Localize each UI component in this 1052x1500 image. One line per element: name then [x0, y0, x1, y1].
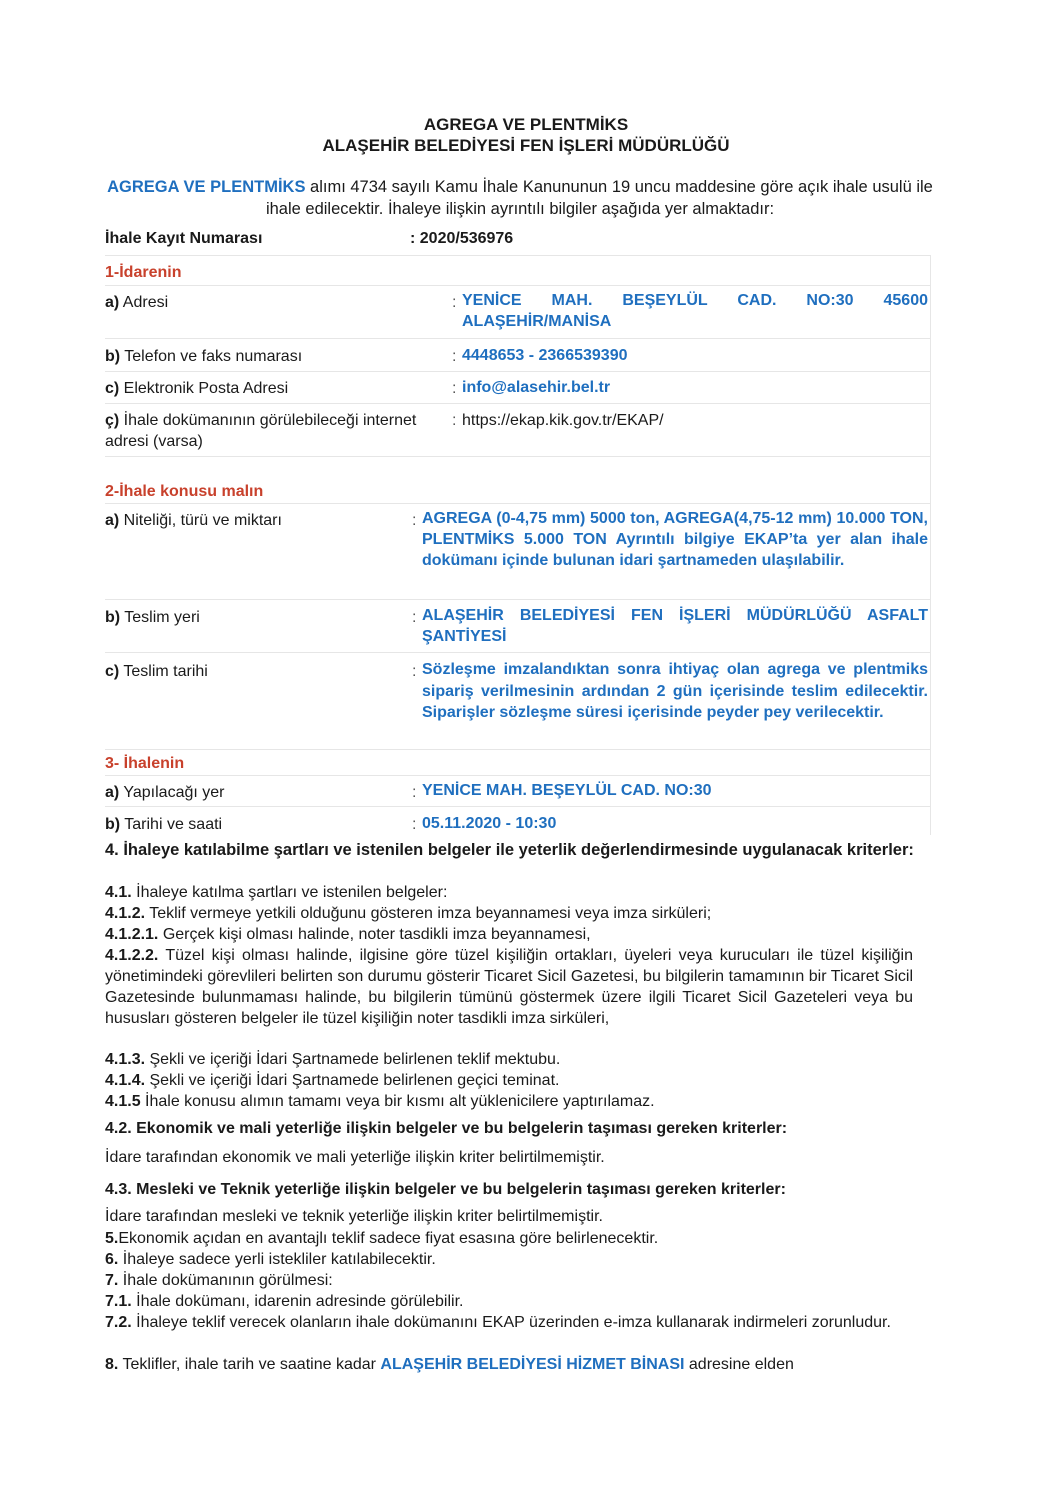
item-4-1-3: 4.1.3. Şekli ve içeriği İdari Şartnamede belirlenen teklif mektubu.	[105, 1051, 561, 1068]
item-7: 7. İhale dokümanının görülmesi:	[105, 1272, 333, 1289]
row-label: İhale dokümanının görülebileceği internet adresi (varsa)	[105, 412, 417, 450]
colon: :	[452, 294, 457, 311]
section2-row-delivery-place-value: ALAŞEHİR BELEDİYESİ FEN İŞLERİ MÜDÜRLÜĞÜ ASFALT ŞANTİYESİ	[422, 607, 928, 645]
row-key: b)	[105, 348, 121, 365]
colon: :	[412, 609, 417, 626]
divider	[105, 806, 931, 807]
divider	[105, 775, 931, 776]
row-label: Teslim tarihi	[119, 663, 208, 680]
section3-row-place-value: YENİCE MAH. BEŞEYLÜL CAD. NO:30	[422, 782, 712, 799]
item-4-1-4: 4.1.4. Şekli ve içeriği İdari Şartnamede belirlenen geçici teminat.	[105, 1072, 560, 1089]
section2-row-quality-value: AGREGA (0-4,75 mm) 5000 ton, AGREGA(4,75-12 mm) 10.000 TON, PLENTMİKS 5.000 TON Ayrıntılı bilgiye EKAP’ta yer alan ihale dokümanı içinde bulunan idari şartnameden ulaşılabilir.	[422, 510, 928, 569]
colon: :	[412, 816, 417, 833]
registry-value: : 2020/536976	[410, 230, 514, 247]
section1-row-email-label	[105, 378, 405, 399]
row-key: ç)	[105, 412, 120, 429]
registry-label: İhale Kayıt Numarası	[105, 230, 263, 247]
section3-title: 3- İhalenin	[105, 755, 185, 772]
divider	[105, 338, 931, 339]
item-4-1: 4.1. İhaleye katılma şartları ve istenilen belgeler:	[105, 884, 448, 901]
colon: :	[452, 348, 457, 365]
divider	[105, 652, 931, 653]
item-7-1: 7.1. İhale dokümanı, idarenin adresinde görülebilir.	[105, 1293, 464, 1310]
item-8-place: ALAŞEHİR BELEDİYESİ HİZMET BİNASI	[380, 1356, 685, 1373]
row-label: Teslim yeri	[120, 609, 200, 626]
divider	[105, 255, 931, 256]
section1-row-email-value: info@alasehir.bel.tr	[462, 379, 611, 396]
item-4-2-heading: 4.2. Ekonomik ve mali yeterliğe ilişkin belgeler ve bu belgelerin taşıması gereken kriterler:	[105, 1120, 788, 1137]
row-label: Yapılacağı yer	[119, 784, 225, 801]
colon: :	[452, 412, 457, 429]
section2-row-delivery-place-label	[105, 607, 405, 628]
item-4-3-text: İdare tarafından mesleki ve teknik yeterliğe ilişkin kriter belirtilmemiştir.	[105, 1208, 603, 1225]
item-4-1-2-1: 4.1.2.1. Gerçek kişi olması halinde, noter tasdikli imza beyannamesi,	[105, 926, 591, 943]
row-label: Telefon ve faks numarası	[120, 348, 303, 365]
section1-row-address-label	[105, 292, 405, 313]
section1-row-phone-value: 4448653 - 2366539390	[462, 347, 628, 364]
section2-row-delivery-date-value: Sözleşme imzalandıktan sonra ihtiyaç olan agrega ve plentmiks sipariş verilmesinin ardından 2 gün içerisinde teslim edilecektir. Siparişler sözleşme süresi içerisinde peyder pey verilecektir.	[422, 661, 928, 721]
table-border	[930, 255, 931, 835]
divider	[105, 503, 931, 504]
row-key: a)	[105, 512, 120, 529]
item-6: 6. İhaleye sadece yerli istekliler katılabilecektir.	[105, 1251, 436, 1268]
intro-paragraph	[105, 176, 935, 220]
row-key: a)	[105, 784, 120, 801]
row-key: a)	[105, 294, 120, 311]
divider	[105, 285, 931, 286]
item-4-1-2: 4.1.2. Teklif vermeye yetkili olduğunu gösteren imza beyannamesi veya imza sirküleri;	[105, 905, 712, 922]
section3-row-datetime-value: 05.11.2020 - 10:30	[422, 815, 557, 832]
section2-row-quality-label	[105, 510, 405, 531]
section1-title: 1-İdarenin	[105, 264, 182, 281]
item-8: 8. Teklifler, ihale tarih ve saatine kadar ALAŞEHİR BELEDİYESİ HİZMET BİNASI adresine elden	[105, 1356, 794, 1373]
document-title-line1: AGREGA VE PLENTMİKS	[423, 115, 629, 134]
divider	[105, 599, 931, 600]
item-4-2-text: İdare tarafından ekonomik ve mali yeterliğe ilişkin kriter belirtilmemiştir.	[105, 1149, 605, 1166]
row-label: Adresi	[119, 294, 169, 311]
divider	[105, 749, 931, 750]
row-key: b)	[105, 609, 121, 626]
row-label: Niteliği, türü ve miktarı	[119, 512, 282, 529]
section1-row-phone-label	[105, 346, 405, 367]
section1-row-website-value: https://ekap.kik.gov.tr/EKAP/	[462, 412, 664, 429]
item-4-1-2-2: 4.1.2.2. Tüzel kişi olması halinde, ilgisine göre tüzel kişiliğin ortakları, üyeleri veya kurucuları ile tüzel kişiliğin yönetimindeki görevlileri belirten son durumu gösterir Ticaret Sicil Gazetesi, bu bilgilerin tamamının bir Ticaret Sicil Gazetesinde bulunmaması halinde, bu bilgilerin tümünü göstermek üzere ilgili Ticaret Sicil Gazeteleri veya bu hususları gösteren belgeler ile tüzel kişiliğin noter tasdikli imza sirküleri,	[105, 947, 913, 1027]
section2-title: 2-İhale konusu malın	[105, 483, 264, 500]
colon: :	[412, 663, 417, 680]
item-5: 5.Ekonomik açıdan en avantajlı teklif sadece fiyat esasına göre belirlenecektir.	[105, 1230, 659, 1247]
row-label: Elektronik Posta Adresi	[119, 380, 289, 397]
row-key: c)	[105, 663, 120, 680]
item-4-1-5: 4.1.5 İhale konusu alımın tamamı veya bir kısmı alt yüklenicilere yaptırılamaz.	[105, 1093, 655, 1110]
row-key: b)	[105, 816, 121, 833]
row-label: Tarihi ve saati	[120, 816, 223, 833]
intro-subject: AGREGA VE PLENTMİKS	[107, 178, 306, 196]
document-title-line2: ALAŞEHİR BELEDİYESİ FEN İŞLERİ MÜDÜRLÜĞÜ	[322, 136, 730, 155]
colon: :	[452, 380, 457, 397]
divider	[105, 403, 931, 404]
item-4-3-heading: 4.3. Mesleki ve Teknik yeterliğe ilişkin belgeler ve bu belgelerin taşıması gereken kriterler:	[105, 1181, 786, 1198]
colon: :	[412, 784, 417, 801]
item-7-2: 7.2. İhaleye teklif verecek olanların ihale dokümanını EKAP üzerinden e-imza kullanarak indirmeleri zorunludur.	[105, 1314, 891, 1331]
section3-row-datetime-label	[105, 814, 405, 835]
section1-row-website-label	[105, 410, 425, 452]
divider	[105, 371, 931, 372]
section1-row-address-value: YENİCE MAH. BEŞEYLÜL CAD. NO:30 45600 ALAŞEHİR/MANİSA	[462, 292, 928, 330]
divider	[105, 456, 931, 457]
intro-text: alımı 4734 sayılı Kamu İhale Kanununun 19 uncu maddesine göre açık ihale usulü ile ihale edilecektir. İhaleye ilişkin ayrıntılı bilgiler aşağıda yer almaktadır:	[265, 178, 933, 218]
section3-row-place-label	[105, 782, 405, 803]
row-key: c)	[105, 380, 120, 397]
colon: :	[412, 512, 417, 529]
section4-heading: 4. İhaleye katılabilme şartları ve istenilen belgeler ile yeterlik değerlendirmesinde uygulanacak kriterler:	[105, 841, 914, 859]
section2-row-delivery-date-label	[105, 661, 405, 682]
